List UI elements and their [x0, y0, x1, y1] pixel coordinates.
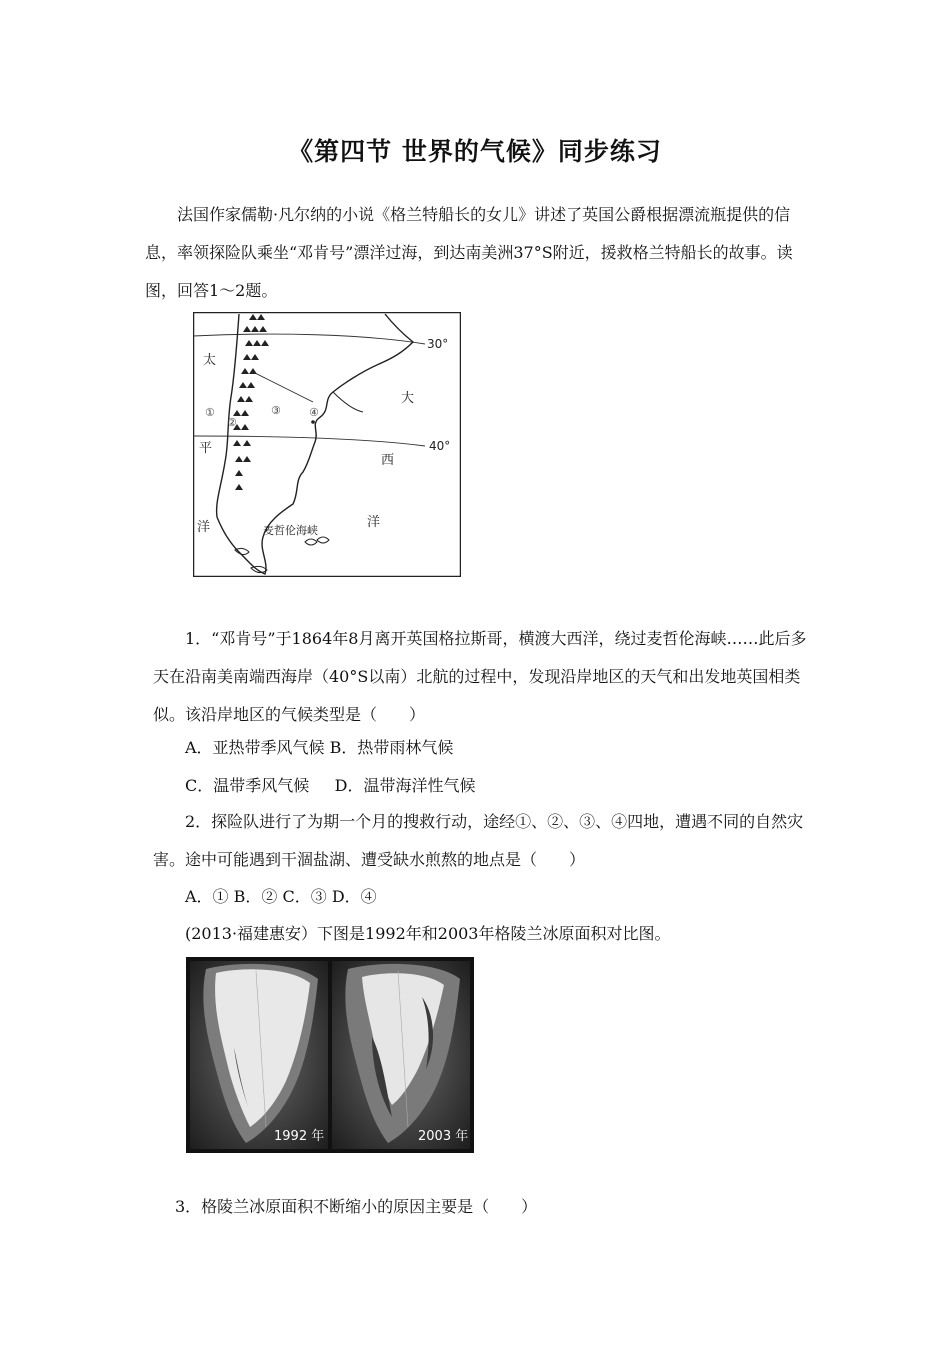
- atlantic-label-3: 洋: [367, 515, 381, 530]
- question-2-options: A．① B．② C．③ D．④: [185, 887, 377, 906]
- pacific-label-1: 太: [203, 353, 217, 368]
- atlantic-label-1: 大: [401, 391, 415, 406]
- point-2-label: ②: [227, 416, 237, 429]
- lat-40-label: 40°: [429, 439, 451, 453]
- pacific-label-2: 平: [199, 441, 213, 456]
- label-2003: 2003 年: [418, 1129, 469, 1144]
- point-1-label: ①: [205, 406, 215, 419]
- intro-paragraph: 法国作家儒勒·凡尔纳的小说《格兰特船长的女儿》讲述了英国公爵根据漂流瓶提供的信息，率领探险队乘坐“邓肯号”漂洋过海，到达南美洲37°S附近，援救格兰特船长的故事。读图，回答1～2题。: [145, 205, 793, 300]
- magellan-strait-label: 麦哲伦海峡: [263, 524, 318, 537]
- page-title: 《第四节 世界的气候》同步练习: [288, 137, 662, 166]
- atlantic-label-2: 西: [381, 453, 395, 468]
- question-3-stem: 3．格陵兰冰原面积不断缩小的原因主要是（ ）: [175, 1197, 538, 1216]
- lat-30-label: 30°: [427, 337, 449, 351]
- point-4-label: ④: [309, 406, 319, 419]
- label-1992: 1992 年: [274, 1129, 325, 1144]
- source-line: (2013·福建惠安）下图是1992年和2003年格陵兰冰原面积对比图。: [185, 924, 671, 943]
- greenland-ice-comparison-image: [186, 957, 474, 1153]
- question-1-options-1: A．亚热带季风气候 B．热带雨林气候: [185, 738, 454, 757]
- pacific-label-3: 洋: [197, 520, 211, 535]
- point-3-label: ③: [271, 404, 281, 417]
- question-1-stem: 1．“邓肯号”于1864年8月离开英国格拉斯哥，横渡大西洋，绕过麦哲伦海峡……此后多天在沿南美南端西海岸（40°S以南）北航的过程中，发现沿岸地区的天气和出发地英国相类似。该沿岸地区的气候类型是（ ）: [153, 629, 807, 724]
- question-2-stem: 2．探险队进行了为期一个月的搜救行动，途经①、②、③、④四地，遭遇不同的自然灾害。途中可能遇到干涸盐湖、遭受缺水煎熬的地点是（ ）: [153, 812, 804, 869]
- question-1-options-2: C．温带季风气候 D．温带海洋性气候: [185, 776, 476, 795]
- south-america-map: [193, 312, 461, 577]
